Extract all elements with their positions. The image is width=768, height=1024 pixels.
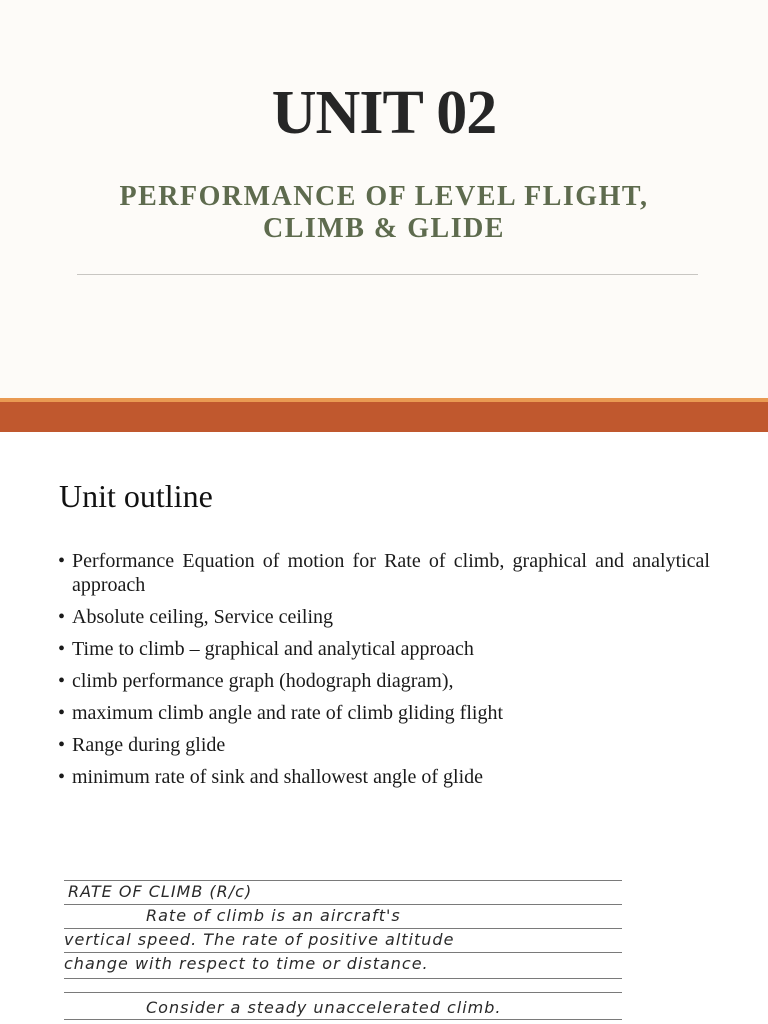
- outline-item-text: Performance Equation of motion for Rate of climb, graphical and analytical approach: [72, 550, 710, 596]
- subtitle-line-2: CLIMB & GLIDE: [263, 213, 505, 244]
- unit-title: UNIT 02: [271, 79, 497, 147]
- outline-item: [58, 669, 710, 693]
- ruled-line: [64, 880, 622, 881]
- ruled-line: [64, 928, 622, 929]
- notes-line: Rate of climb is an aircraft's: [146, 906, 401, 925]
- outline-item: [58, 765, 710, 789]
- outline-item-text: climb performance graph (hodograph diagram),: [72, 670, 454, 692]
- title-divider: [77, 274, 698, 275]
- handwritten-notes: [60, 870, 628, 1024]
- outline-item-text: minimum rate of sink and shallowest angle of glide: [72, 766, 484, 788]
- ruled-line: [64, 978, 622, 979]
- outline-list: [58, 549, 710, 797]
- outline-item: [58, 701, 710, 725]
- outline-item: [58, 549, 710, 597]
- title-slide: [0, 0, 768, 398]
- bullet-icon: •: [58, 638, 66, 660]
- outline-item-text: Time to climb – graphical and analytical approach: [72, 638, 474, 660]
- bullet-icon: •: [58, 606, 66, 628]
- notes-line: vertical speed. The rate of positive altitude: [64, 930, 455, 949]
- outline-item-text: Absolute ceiling, Service ceiling: [72, 606, 334, 628]
- bullet-icon: •: [58, 702, 66, 724]
- outline-heading: Unit outline: [59, 478, 213, 514]
- bullet-icon: •: [58, 550, 66, 572]
- ruled-line: [64, 952, 622, 953]
- outline-item: [58, 605, 710, 629]
- ruled-line: [64, 904, 622, 905]
- notes-line: Consider a steady unaccelerated climb.: [146, 998, 502, 1017]
- outline-item-text: Range during glide: [72, 734, 226, 756]
- outline-item: [58, 637, 710, 661]
- notes-heading: RATE OF CLIMB (R/c): [68, 882, 253, 901]
- outline-item: [58, 733, 710, 757]
- notes-line: change with respect to time or distance.: [64, 954, 429, 973]
- subtitle-line-1: PERFORMANCE OF LEVEL FLIGHT,: [119, 181, 649, 212]
- outline-item-text: maximum climb angle and rate of climb gliding flight: [72, 702, 504, 724]
- ruled-line: [64, 992, 622, 993]
- bullet-icon: •: [58, 670, 66, 692]
- bullet-icon: •: [58, 766, 66, 788]
- ruled-line: [64, 1019, 622, 1020]
- accent-band: [0, 402, 768, 432]
- bullet-icon: •: [58, 734, 66, 756]
- unit-subtitle: [60, 181, 708, 245]
